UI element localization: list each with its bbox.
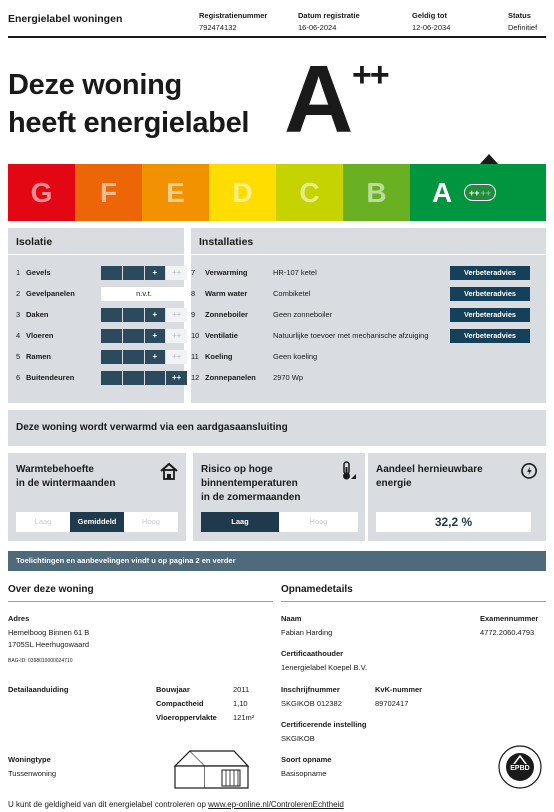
installaties-title: Installaties — [199, 236, 254, 248]
level-cell — [101, 329, 122, 343]
row-value: Combiketel — [273, 289, 311, 298]
installatie-row — [191, 308, 538, 322]
row-value: 2970 Wp — [273, 373, 304, 382]
level-cell: + — [145, 266, 166, 280]
option-hoog: Hoog — [279, 512, 358, 532]
row-number: 9 — [191, 310, 196, 319]
examennummer-label: Examennummer — [480, 614, 539, 623]
bouwjaar-value: 2011 — [233, 685, 250, 694]
verification-link[interactable]: www.ep-online.nl/ControlerenEchtheid — [208, 800, 344, 809]
row-label: Daken — [26, 310, 49, 319]
energy-class-b: B — [343, 164, 410, 221]
certificaathouder-label: Certificaathouder — [281, 649, 344, 658]
woningtype-value: Tussenwoning — [8, 769, 57, 778]
warmtebehoefte-title: Warmtebehoefte in de wintermaanden — [16, 464, 116, 489]
compactheid-value: 1,10 — [233, 699, 248, 708]
energy-scale — [8, 164, 546, 221]
row-number: 11 — [191, 352, 199, 361]
footer: U kunt de geldigheid van dit energielabel controleren op www.ep-online.nl/ControlerenEchtheid — [8, 800, 344, 809]
kvk-value: 89702417 — [375, 699, 409, 708]
isolatie-title: Isolatie — [16, 236, 53, 248]
level-cell — [101, 308, 122, 322]
warmtebehoefte-scale — [16, 512, 178, 532]
warmtebehoefte-card — [8, 453, 186, 541]
level-cell — [101, 266, 122, 280]
energy-label-letter: A — [284, 46, 352, 153]
energy-class-e: E — [142, 164, 209, 221]
bouwjaar-label: Bouwjaar — [156, 685, 190, 694]
registration-number: Registratienummer 792474132 — [199, 11, 268, 32]
row-label: Gevels — [26, 268, 51, 277]
valid-until: Geldig tot 12-06-2034 — [412, 11, 451, 32]
verbeteradvies-button[interactable]: Verbeteradvies — [450, 329, 530, 343]
energy-class-a: A — [410, 164, 546, 221]
level-cell: ++ — [166, 308, 187, 322]
row-label: Vloeren — [26, 331, 54, 340]
thermometer-icon — [339, 461, 357, 481]
row-number: 3 — [16, 310, 21, 319]
row-number: 6 — [16, 373, 21, 382]
row-label: Gevelpanelen — [26, 289, 75, 298]
level-cell: ++ — [166, 329, 187, 343]
adres-line-1: Hemelboog Binnen 61 B — [8, 628, 90, 637]
row-label: Koeling — [205, 352, 233, 361]
compactheid-label: Compactheid — [156, 699, 204, 708]
option-laag: Laag — [201, 512, 279, 532]
row-label: Ramen — [26, 352, 52, 361]
opname-section-title: Opnamedetails — [281, 584, 546, 602]
isolatie-level-bar — [101, 350, 187, 364]
plus-on: ++ — [469, 187, 480, 198]
row-value: Geen zonneboiler — [273, 310, 333, 319]
detail-label: Detailaanduiding — [8, 685, 69, 694]
row-number: 8 — [191, 289, 196, 298]
row-label: Buitendeuren — [26, 373, 75, 382]
row-label: Ventilatie — [205, 331, 238, 340]
installatie-row — [191, 329, 538, 343]
row-value: HR-107 ketel — [273, 268, 317, 277]
level-cell — [101, 350, 122, 364]
isolatie-panel — [8, 228, 184, 403]
epbd-seal-icon — [497, 744, 543, 790]
risico-card — [193, 453, 365, 541]
installatie-row — [191, 287, 538, 301]
level-cell — [101, 371, 122, 385]
level-cell — [123, 371, 144, 385]
renewable-icon — [520, 461, 538, 481]
plus-off: ++ — [480, 187, 492, 198]
row-label: Verwarming — [205, 268, 248, 277]
hero-heading: Deze woning heeft energielabel — [8, 69, 250, 139]
isolatie-value: n.v.t. — [101, 287, 187, 301]
row-number: 10 — [191, 331, 200, 340]
svg-text:EPBD: EPBD — [510, 765, 530, 772]
installatie-row — [191, 371, 538, 385]
row-number: 2 — [16, 289, 21, 298]
option-gemiddeld: Gemiddeld — [70, 512, 124, 532]
level-cell: ++ — [166, 350, 187, 364]
row-number: 7 — [191, 268, 196, 277]
adres-label: Adres — [8, 614, 30, 623]
naam-label: Naam — [281, 614, 302, 623]
level-cell: ++ — [166, 371, 187, 385]
certificaathouder-value: 1energielabel Koepel B.V. — [281, 663, 368, 672]
risico-title: Risico op hoge binnentemperaturen in de zomermaanden — [201, 464, 301, 503]
level-cell: + — [145, 350, 166, 364]
row-label: Zonnepanelen — [205, 373, 256, 382]
heating-notice: Deze woning wordt verwarmd via een aardgasaansluiting — [8, 410, 546, 446]
vloeroppervlakte-value: 121m² — [233, 713, 255, 722]
adres-line-2: 1705SL Heerhugowaard — [8, 640, 90, 649]
row-number: 1 — [16, 268, 21, 277]
recommendations-note: Toelichtingen en aanbevelingen vindt u op pagina 2 en verder — [8, 551, 546, 571]
level-cell: ++ — [166, 266, 187, 280]
isolatie-level-bar — [101, 266, 187, 280]
installatie-row — [191, 350, 538, 364]
isolatie-level-bar — [101, 371, 187, 385]
isolatie-level-bar — [101, 329, 187, 343]
soort-opname-value: Basisopname — [281, 769, 327, 778]
active-plus-badge — [464, 184, 496, 201]
house-drawing-icon — [172, 744, 250, 790]
inschrijfnummer-value: SKGIKOB 012382 — [281, 699, 342, 708]
hernieuwbaar-value: 32,2 % — [376, 512, 531, 532]
level-cell — [145, 371, 166, 385]
row-number: 4 — [16, 331, 21, 340]
vloeroppervlakte-label: Vloeroppervlakte — [156, 713, 217, 722]
row-label: Warm water — [205, 289, 248, 298]
inschrijfnummer-label: Inschrijfnummer — [281, 685, 340, 694]
woningtype-label: Woningtype — [8, 755, 51, 764]
bag-id: BAG-ID: 0398010000024710 — [8, 658, 73, 664]
soort-opname-label: Soort opname — [281, 755, 332, 764]
energy-class-c: C — [276, 164, 343, 221]
house-icon — [160, 461, 178, 481]
level-cell: + — [145, 308, 166, 322]
active-class-pointer — [480, 154, 498, 164]
row-number: 12 — [191, 373, 200, 382]
kvk-label: KvK-nummer — [375, 685, 423, 694]
option-laag: Laag — [16, 512, 70, 532]
isolatie-level-bar — [101, 308, 187, 322]
level-cell — [123, 308, 144, 322]
instelling-label: Certificerende instelling — [281, 720, 367, 729]
woning-section-title: Over deze woning — [8, 584, 273, 602]
energy-class-g: G — [8, 164, 75, 221]
document-title: Energielabel woningen — [8, 13, 123, 25]
installatie-row — [191, 266, 538, 280]
row-value: Natuurlijke toevoer met mechanische afzuiging — [273, 331, 429, 340]
risico-scale — [201, 512, 358, 532]
row-value: Geen koeling — [273, 352, 318, 361]
level-cell — [123, 350, 144, 364]
row-label: Zonneboiler — [205, 310, 248, 319]
hernieuwbaar-card — [368, 453, 546, 541]
energy-label-plus: ++ — [352, 56, 388, 94]
registration-date: Datum registratie 16-06-2024 — [298, 11, 360, 32]
level-cell: + — [145, 329, 166, 343]
level-cell — [123, 266, 144, 280]
option-hoog: Hoog — [124, 512, 178, 532]
energy-class-d: D — [209, 164, 276, 221]
level-cell — [123, 329, 144, 343]
verbeteradvies-button[interactable]: Verbeteradvies — [450, 308, 530, 322]
verbeteradvies-button[interactable]: Verbeteradvies — [450, 287, 530, 301]
examennummer-value: 4772.2060.4793 — [480, 628, 535, 637]
hernieuwbaar-title: Aandeel hernieuwbare energie — [376, 464, 483, 489]
instelling-value: SKGIKOB — [281, 734, 315, 743]
page-header — [8, 8, 546, 38]
status: Status Definitief — [508, 11, 538, 32]
row-number: 5 — [16, 352, 21, 361]
verbeteradvies-button[interactable]: Verbeteradvies — [450, 266, 530, 280]
naam-value: Fabian Harding — [281, 628, 333, 637]
energy-class-f: F — [75, 164, 142, 221]
